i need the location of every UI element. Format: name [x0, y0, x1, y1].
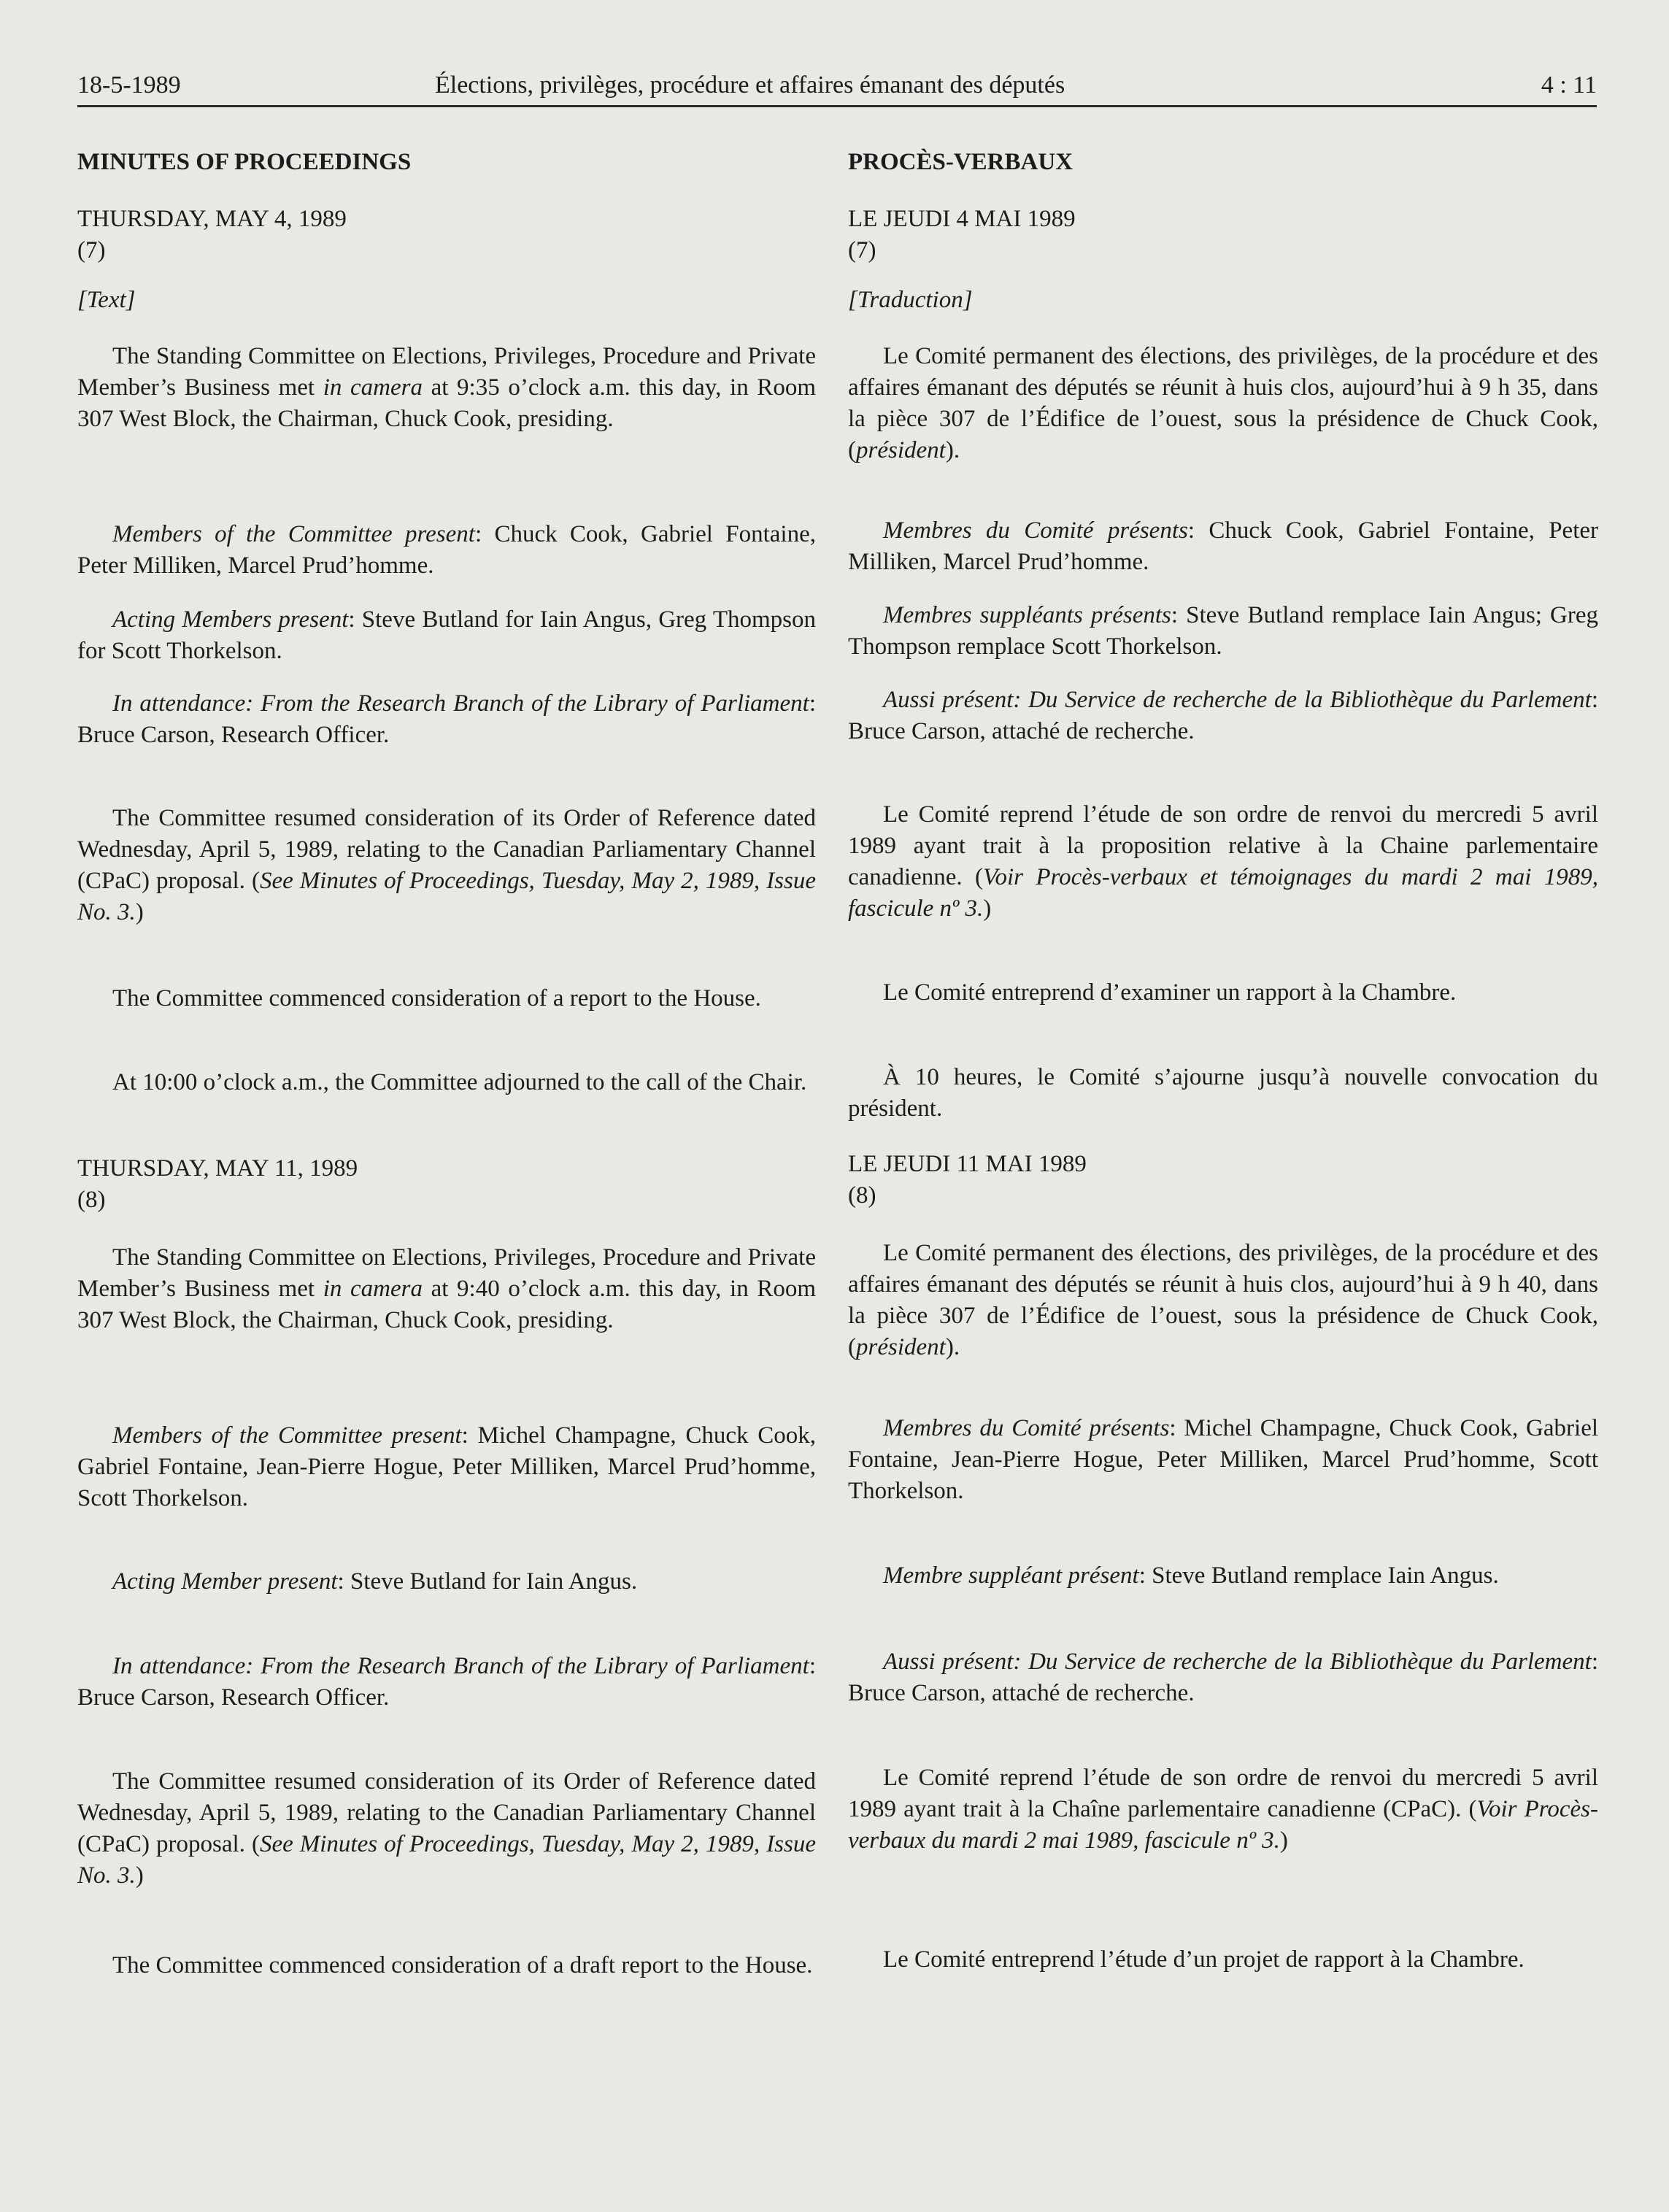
fr-meeting1-date: LE JEUDI 4 MAI 1989: [848, 206, 1076, 232]
meeting1-attendance: In attendance: From the Research Branch of the Library of Parliament: Bruce Carson, Research Officer.: [77, 690, 816, 748]
french-title: PROCÈS-VERBAUX: [848, 149, 1074, 175]
meeting1-commenced: The Committee commenced consideration of a report to the House.: [112, 985, 761, 1011]
fr-meeting1-attendance: Aussi présent: Du Service de recherche de la Bibliothèque du Parlement: Bruce Carson, attaché de recherche.: [848, 687, 1598, 744]
meeting2-attendance: In attendance: From the Research Branch of the Library of Parliament: Bruce Carson, Research Officer.: [77, 1653, 816, 1711]
fr-meeting1-members: Membres du Comité présents: Chuck Cook, Gabriel Fontaine, Peter Milliken, Marcel Prud’homme.: [848, 517, 1599, 575]
meeting1-date: THURSDAY, MAY 4, 1989: [77, 206, 347, 232]
english-title: MINUTES OF PROCEEDINGS: [77, 149, 412, 175]
meeting2-opening: The Standing Committee on Elections, Privileges, Procedure and Private Member’s Business met in camera at 9:40 o’clock a.m. this day, in Room 307 West Block, the Chairman, Chuck Cook, presiding.: [77, 1244, 816, 1333]
meeting1-acting: Acting Members present: Steve Butland for Iain Angus, Greg Thompson for Scott Thorkelson.: [77, 606, 816, 664]
fr-meeting1-commenced: Le Comité entreprend d’examiner un rapport à la Chambre.: [883, 979, 1457, 1006]
fr-meeting1-acting: Membres suppléants présents: Steve Butland remplace Iain Angus; Greg Thompson remplace Scott Thorkelson.: [848, 602, 1599, 660]
meeting1-opening: The Standing Committee on Elections, Privileges, Procedure and Private Member’s Business met in camera at 9:35 o’clock a.m. this day, in Room 307 West Block, the Chairman, Chuck Cook, presiding.: [77, 343, 816, 432]
header-title: Élections, privilèges, procédure et affaires émanant des députés: [435, 72, 1065, 99]
fr-meeting1-adjourned: À 10 heures, le Comité s’ajourne jusqu’à nouvelle convocation du président.: [848, 1064, 1598, 1122]
text-tag: [Text]: [77, 287, 136, 313]
fr-meeting2-members: Membres du Comité présents: Michel Champagne, Chuck Cook, Gabriel Fontaine, Jean-Pierre Hogue, Peter Milliken, Marcel Prud’homme, Scott Thorkelson.: [848, 1415, 1599, 1504]
page-header: [77, 70, 1597, 107]
fr-meeting2-resumed: Le Comité reprend l’étude de son ordre de renvoi du mercredi 5 avril 1989 ayant trait à la Chaîne parlementaire canadienne (CPaC). (Voir Procès-verbaux du mardi 2 mai 1989, fascicule nº 3.): [848, 1765, 1598, 1854]
fr-meeting1-resumed: Le Comité reprend l’étude de son ordre de renvoi du mercredi 5 avril 1989 ayant trait à la proposition relative à la Chaine parlementaire canadienne. (Voir Procès-verbaux et témoignages du mardi 2 mai 1989, fascicule nº 3.): [848, 801, 1598, 922]
fr-meeting2-number: (8): [848, 1182, 876, 1209]
fr-meeting1-opening: Le Comité permanent des élections, des privilèges, de la procédure et des affaires émanant des députés se réunit à huis clos, aujourd’hui à 9 h 35, dans la pièce 307 de l’Édifice de l’ouest, sous la présidence de Chuck Cook, (président).: [848, 343, 1598, 463]
meeting1-resumed: The Committee resumed consideration of its Order of Reference dated Wednesday, April 5, 1989, relating to the Canadian Parliamentary Channel (CPaC) proposal. (See Minutes of Proceedings, Tuesday, May 2, 1989, Issue No. 3.): [77, 805, 817, 925]
fr-meeting2-attendance: Aussi présent: Du Service de recherche de la Bibliothèque du Parlement: Bruce Carson, attaché de recherche.: [848, 1649, 1598, 1706]
header-page-number: 4 : 11: [1541, 72, 1597, 99]
meeting2-date: THURSDAY, MAY 11, 1989: [77, 1155, 358, 1182]
meeting2-acting: Acting Member present: Steve Butland for Iain Angus.: [112, 1568, 638, 1595]
fr-meeting2-acting: Membre suppléant présent: Steve Butland remplace Iain Angus.: [883, 1562, 1499, 1589]
meeting2-resumed: The Committee resumed consideration of its Order of Reference dated Wednesday, April 5, 1989, relating to the Canadian Parliamentary Channel (CPaC) proposal. (See Minutes of Proceedings, Tuesday, May 2, 1989, Issue No. 3.): [77, 1768, 817, 1889]
meeting2-members: Members of the Committee present: Michel Champagne, Chuck Cook, Gabriel Fontaine, Jean-Pierre Hogue, Peter Milliken, Marcel Prud’homme, Scott Thorkelson.: [77, 1422, 816, 1511]
fr-meeting2-date: LE JEUDI 11 MAI 1989: [848, 1151, 1087, 1177]
meeting2-commenced: The Committee commenced consideration of a draft report to the House.: [112, 1952, 813, 1978]
meeting1-number: (7): [77, 237, 106, 263]
translation-tag: [Traduction]: [848, 287, 973, 313]
meeting1-adjourned: At 10:00 o’clock a.m., the Committee adjourned to the call of the Chair.: [112, 1069, 807, 1095]
header-date: 18-5-1989: [77, 72, 181, 99]
fr-meeting1-number: (7): [848, 237, 876, 263]
meeting1-members: Members of the Committee present: Chuck Cook, Gabriel Fontaine, Peter Milliken, Marcel Prud’homme.: [77, 521, 816, 579]
fr-meeting2-commenced: Le Comité entreprend l’étude d’un projet de rapport à la Chambre.: [883, 1946, 1525, 1973]
meeting2-number: (8): [77, 1187, 106, 1213]
fr-meeting2-opening: Le Comité permanent des élections, des privilèges, de la procédure et des affaires émanant des députés se réunit à huis clos, aujourd’hui à 9 h 40, dans la pièce 307 de l’Édifice de l’ouest, sous la présidence de Chuck Cook, (président).: [848, 1240, 1598, 1360]
